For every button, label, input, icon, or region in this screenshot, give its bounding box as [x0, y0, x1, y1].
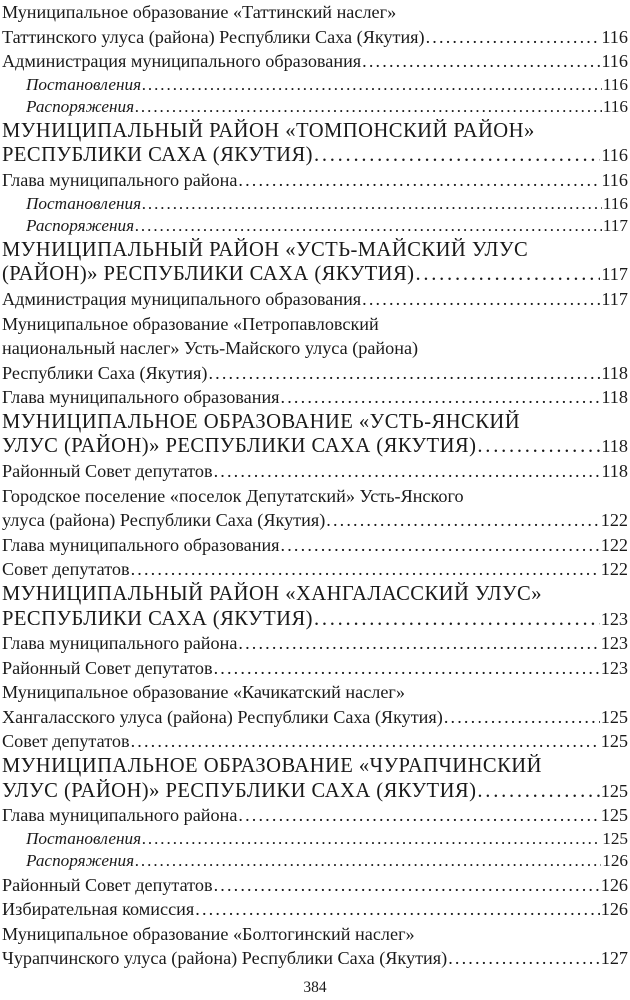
toc-entry — [2, 312, 628, 386]
toc-page-number: 117 — [601, 289, 628, 310]
toc-entry-title: Избирательная комиссия — [2, 899, 195, 920]
dot-leader — [135, 215, 602, 238]
toc-entry-title: улуса (района) Республики Саха (Якутия) — [2, 510, 326, 531]
dot-leader — [142, 193, 602, 216]
toc-entry-title: Распоряжения — [26, 851, 135, 871]
toc-page-number: 122 — [600, 559, 628, 580]
toc-entry — [2, 215, 628, 238]
dot-leader — [142, 74, 602, 97]
toc-entry-line — [2, 49, 628, 74]
toc-entry — [2, 96, 628, 119]
toc-entry-title: Районный Совет депутатов — [2, 461, 213, 482]
toc-entry — [2, 168, 628, 193]
dot-leader — [314, 607, 600, 632]
toc-page-number: 116 — [601, 170, 628, 191]
toc-entry-line — [2, 434, 628, 459]
toc-entry-line — [2, 729, 628, 754]
toc-entry-line — [2, 312, 628, 337]
dot-leader — [314, 143, 600, 168]
toc-page-number: 118 — [601, 362, 628, 383]
dot-leader — [238, 803, 599, 828]
dot-leader — [415, 262, 600, 287]
toc-entry — [2, 754, 628, 804]
toc-entry-title: Чурапчинского улуса (района) Республики Саха (Якутия) — [2, 948, 448, 969]
toc-entry-title: Хангаласского улуса (района) Республики Саха (Якутия) — [2, 706, 443, 727]
toc-page-number: 125 — [602, 828, 628, 848]
toc-entry — [2, 680, 628, 729]
toc-page-number: 117 — [602, 216, 628, 236]
toc-entry-line — [2, 262, 628, 287]
toc-entry-title: Глава муниципального района — [2, 805, 238, 826]
toc-entry — [2, 74, 628, 97]
toc-entry-line — [2, 533, 628, 558]
dot-leader — [326, 508, 599, 533]
dot-leader — [448, 946, 600, 971]
toc-entry — [2, 582, 628, 632]
dot-leader — [238, 168, 600, 193]
dot-leader — [362, 49, 600, 74]
toc-entry-line — [2, 96, 628, 119]
toc-page-number: 125 — [600, 706, 628, 727]
dot-leader — [131, 557, 600, 582]
toc-entry-line — [2, 74, 628, 97]
toc-entry — [2, 803, 628, 828]
dot-leader — [195, 897, 599, 922]
toc-entry-title: Муниципальное образование «Качикатский наслег» — [2, 682, 405, 703]
toc-entry-title: МУНИЦИПАЛЬНОЕ ОБРАЗОВАНИЕ «ЧУРАПЧИНСКИЙ — [2, 754, 542, 777]
dot-leader — [281, 385, 601, 410]
toc-page-number: 123 — [600, 633, 628, 654]
toc-entry-line — [2, 508, 628, 533]
toc-entry — [2, 385, 628, 410]
toc-entry-line — [2, 705, 628, 730]
toc-page-number: 125 — [600, 805, 628, 826]
toc-entry-title: РЕСПУБЛИКИ САХА (ЯКУТИЯ) — [2, 144, 313, 167]
toc-page-number: 116 — [601, 145, 628, 166]
toc-entry-line — [2, 119, 628, 144]
toc-entry-line — [2, 779, 628, 804]
dot-leader — [362, 287, 600, 312]
toc-entry — [2, 828, 628, 851]
toc-entry-title: УЛУС (РАЙОН)» РЕСПУБЛИКИ САХА (ЯКУТИЯ) — [2, 435, 477, 458]
toc-entry-line — [2, 484, 628, 509]
toc-entry-title: МУНИЦИПАЛЬНЫЙ РАЙОН «УСТЬ-МАЙСКИЙ УЛУС — [2, 238, 529, 261]
toc-page-number: 118 — [601, 461, 628, 482]
toc-entry — [2, 193, 628, 216]
toc-entry-line — [2, 754, 628, 779]
dot-leader — [281, 533, 600, 558]
toc-entry-line — [2, 946, 628, 971]
dot-leader — [208, 361, 600, 386]
toc-entry-title: МУНИЦИПАЛЬНОЕ ОБРАЗОВАНИЕ «УСТЬ-ЯНСКИЙ — [2, 410, 521, 433]
toc-entry — [2, 850, 628, 873]
toc-entry-line — [2, 897, 628, 922]
toc-page-number: 126 — [602, 851, 628, 871]
toc-entry — [2, 0, 628, 49]
toc-page-number: 116 — [602, 97, 628, 116]
toc-page-number: 126 — [600, 874, 628, 895]
table-of-contents — [2, 0, 628, 971]
toc-entry — [2, 729, 628, 754]
toc-entry-title: Постановления — [26, 193, 142, 213]
toc-entry-line — [2, 656, 628, 681]
toc-entry-title: Районный Совет депутатов — [2, 874, 213, 895]
toc-entry-line — [2, 607, 628, 632]
toc-page-number: 116 — [601, 51, 628, 71]
toc-entry — [2, 238, 628, 288]
toc-entry — [2, 873, 628, 898]
toc-page-number: 123 — [600, 657, 628, 678]
toc-entry-title: Таттинского улуса (района) Республики Саха (Якутия) — [2, 26, 425, 47]
toc-entry-line — [2, 0, 628, 25]
toc-entry — [2, 922, 628, 971]
dot-leader — [214, 873, 600, 898]
toc-page-number: 127 — [600, 948, 628, 969]
dot-leader — [444, 705, 600, 730]
toc-entry — [2, 557, 628, 582]
toc-entry-title: РЕСПУБЛИКИ САХА (ЯКУТИЯ) — [2, 607, 313, 630]
toc-entry-title: Республики Саха (Якутия) — [2, 362, 208, 383]
toc-page-number: 116 — [601, 26, 628, 47]
toc-entry-line — [2, 238, 628, 263]
toc-entry-line — [2, 361, 628, 386]
dot-leader — [135, 96, 602, 119]
toc-entry-title: Глава муниципального района — [2, 170, 238, 191]
toc-entry-line — [2, 287, 628, 312]
toc-page-number: 125 — [600, 780, 628, 801]
toc-page-number: 118 — [601, 387, 628, 408]
toc-entry-title: национальный наслег» Усть-Майского улуса (района) — [2, 338, 419, 359]
toc-entry — [2, 656, 628, 681]
toc-entry-line — [2, 336, 628, 361]
toc-entry-line — [2, 582, 628, 607]
toc-entry — [2, 287, 628, 312]
toc-entry-line — [2, 922, 628, 947]
page-number: 384 — [303, 979, 327, 996]
toc-entry-line — [2, 631, 628, 656]
toc-entry-title: (РАЙОН)» РЕСПУБЛИКИ САХА (ЯКУТИЯ) — [2, 263, 415, 286]
toc-entry — [2, 410, 628, 460]
toc-entry — [2, 119, 628, 169]
toc-entry-line — [2, 215, 628, 238]
toc-entry-title: Постановления — [26, 74, 142, 94]
toc-entry-title: Районный Совет депутатов — [2, 657, 213, 678]
toc-entry-line — [2, 850, 628, 873]
toc-entry-title: Совет депутатов — [2, 731, 130, 752]
toc-page-number: 126 — [600, 899, 628, 920]
dot-leader — [135, 850, 601, 873]
toc-page-number: 118 — [601, 436, 628, 457]
toc-entry-line — [2, 459, 628, 484]
toc-entry-title: Муниципальное образование «Петропавловский — [2, 313, 379, 334]
toc-entry-title: Муниципальное образование «Болтогинский наслег» — [2, 923, 415, 944]
toc-entry-title: Совет депутатов — [2, 559, 130, 580]
toc-entry-line — [2, 143, 628, 168]
dot-leader — [214, 656, 600, 681]
toc-entry-title: Распоряжения — [26, 216, 135, 236]
dot-leader — [426, 25, 601, 50]
toc-page-number: 116 — [602, 193, 628, 213]
toc-entry-line — [2, 410, 628, 435]
toc-entry-line — [2, 680, 628, 705]
toc-entry-line — [2, 873, 628, 898]
dot-leader — [238, 631, 599, 656]
dot-leader — [477, 779, 599, 804]
dot-leader — [131, 729, 600, 754]
dot-leader — [477, 434, 600, 459]
toc-page-number: 125 — [600, 731, 628, 752]
toc-entry-title: Муниципальное образование «Таттинский наслег» — [2, 2, 397, 22]
toc-entry-title: Администрация муниципального образования — [2, 289, 362, 310]
toc-page-number: 117 — [601, 264, 628, 285]
toc-entry-line — [2, 193, 628, 216]
toc-entry-title: Постановления — [26, 828, 142, 848]
toc-entry-title: МУНИЦИПАЛЬНЫЙ РАЙОН «ХАНГАЛАССКИЙ УЛУС» — [2, 582, 542, 605]
dot-leader — [214, 459, 601, 484]
toc-entry-line — [2, 168, 628, 193]
toc-entry-title: Глава муниципального образования — [2, 387, 280, 408]
toc-entry-line — [2, 803, 628, 828]
toc-entry-title: Глава муниципального образования — [2, 534, 280, 555]
toc-entry-line — [2, 828, 628, 851]
toc-entry-line — [2, 25, 628, 50]
toc-page-number: 122 — [600, 534, 628, 555]
toc-page-number: 123 — [600, 608, 628, 629]
dot-leader — [142, 828, 601, 851]
toc-entry — [2, 897, 628, 922]
toc-entry-title: Распоряжения — [26, 97, 135, 116]
toc-entry-line — [2, 385, 628, 410]
toc-entry — [2, 49, 628, 74]
toc-entry-title: Администрация муниципального образования — [2, 51, 362, 71]
toc-page-number: 116 — [602, 74, 628, 94]
toc-entry-title: МУНИЦИПАЛЬНЫЙ РАЙОН «ТОМПОНСКИЙ РАЙОН» — [2, 119, 535, 142]
toc-entry — [2, 631, 628, 656]
toc-entry-title: УЛУС (РАЙОН)» РЕСПУБЛИКИ САХА (ЯКУТИЯ) — [2, 779, 477, 802]
toc-entry — [2, 484, 628, 533]
toc-page-number: 122 — [600, 510, 628, 531]
toc-entry-line — [2, 557, 628, 582]
toc-entry — [2, 459, 628, 484]
toc-entry — [2, 533, 628, 558]
toc-entry-title: Глава муниципального района — [2, 633, 238, 654]
toc-entry-title: Городское поселение «поселок Депутатский» Усть-Янского — [2, 485, 464, 506]
